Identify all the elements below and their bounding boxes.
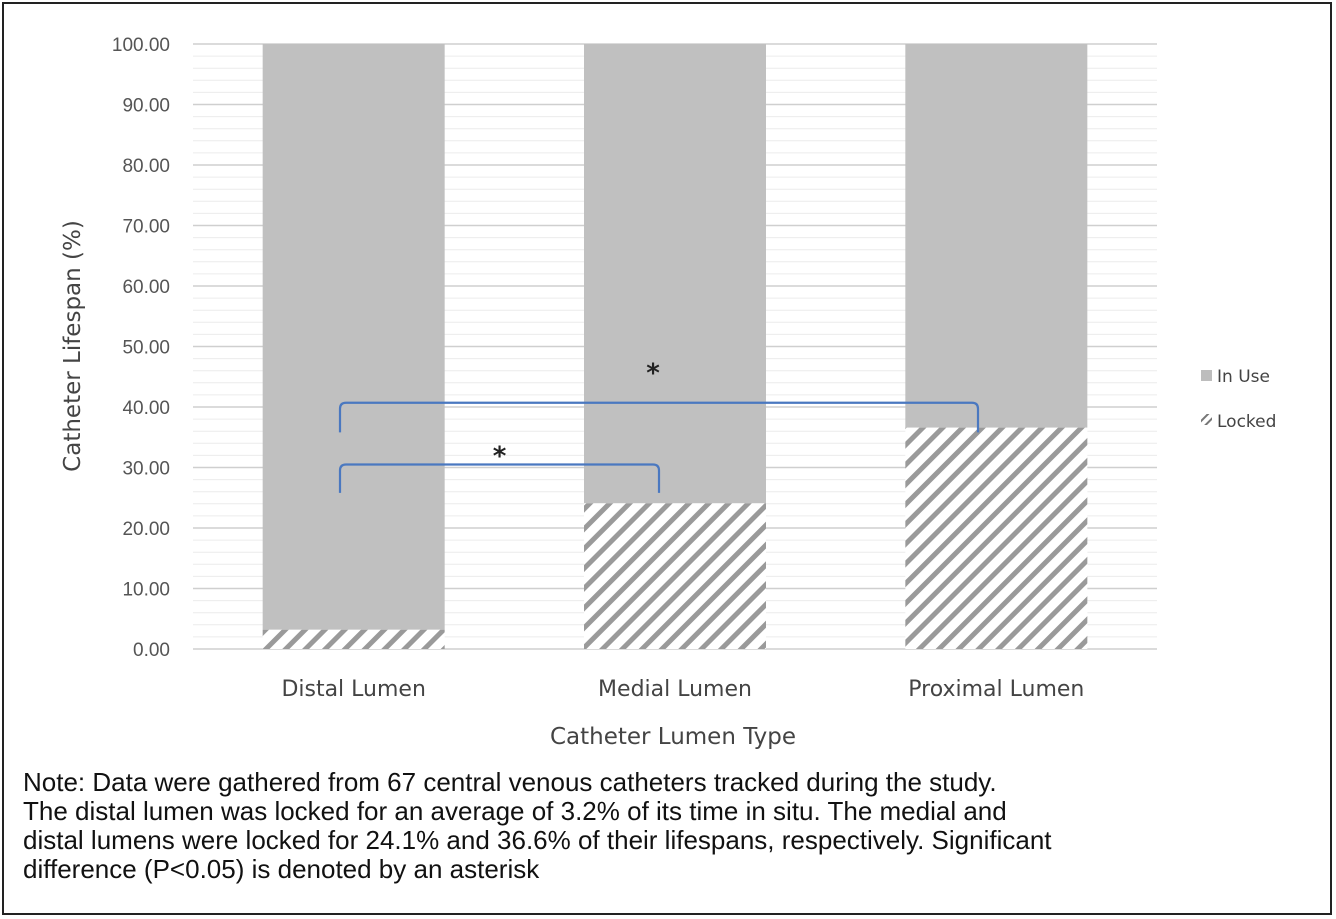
y-tick-label: 10.00 [122,579,170,601]
in-use-bar-proximal-lumen [905,44,1087,428]
y-tick-label: 60.00 [122,277,170,298]
legend-swatch-in-use [1201,370,1212,381]
x-category-label: Medial Lumen [598,677,752,702]
y-tick-label: 70.00 [122,216,170,238]
y-axis-title: Catheter Lifespan (%) [60,220,86,472]
legend-label-locked: Locked [1217,412,1277,432]
y-tick-label: 90.00 [122,95,170,117]
x-axis-categories [281,677,1084,702]
y-tick-label: 50.00 [122,337,170,359]
y-tick-label: 100.00 [111,35,170,56]
y-tick-label: 40.00 [122,398,170,419]
x-category-label: Distal Lumen [281,677,426,702]
note-line: difference (P<0.05) is denoted by an asterisk [23,854,540,884]
significance-asterisk: * [646,358,660,389]
y-tick-label: 0.00 [133,640,170,661]
legend-label-in-use: In Use [1217,367,1270,387]
figure-note [23,768,1303,884]
note-line: Note: Data were gathered from 67 central venous catheters tracked during the study. [23,767,997,797]
y-tick-label: 20.00 [122,519,170,540]
y-tick-label: 30.00 [122,458,170,480]
legend [1201,367,1276,432]
x-category-label: Proximal Lumen [908,677,1085,702]
locked-bar-medial-lumen [584,503,766,649]
locked-bar-proximal-lumen [905,428,1087,649]
locked-bar-distal-lumen [263,630,445,649]
note-line: The distal lumen was locked for an average of 3.2% of its time in situ. The medial and [23,796,1007,826]
bars [263,44,1088,649]
y-tick-label: 80.00 [122,156,170,177]
note-line: distal lumens were locked for 24.1% and 36.6% of their lifespans, respectively. Significant [23,825,1052,855]
y-axis-ticks [112,35,170,661]
in-use-bar-medial-lumen [584,44,766,503]
x-axis-title: Catheter Lumen Type [549,724,797,750]
legend-swatch-locked [1201,414,1212,425]
significance-asterisk: * [492,441,507,472]
in-use-bar-distal-lumen [263,44,445,630]
